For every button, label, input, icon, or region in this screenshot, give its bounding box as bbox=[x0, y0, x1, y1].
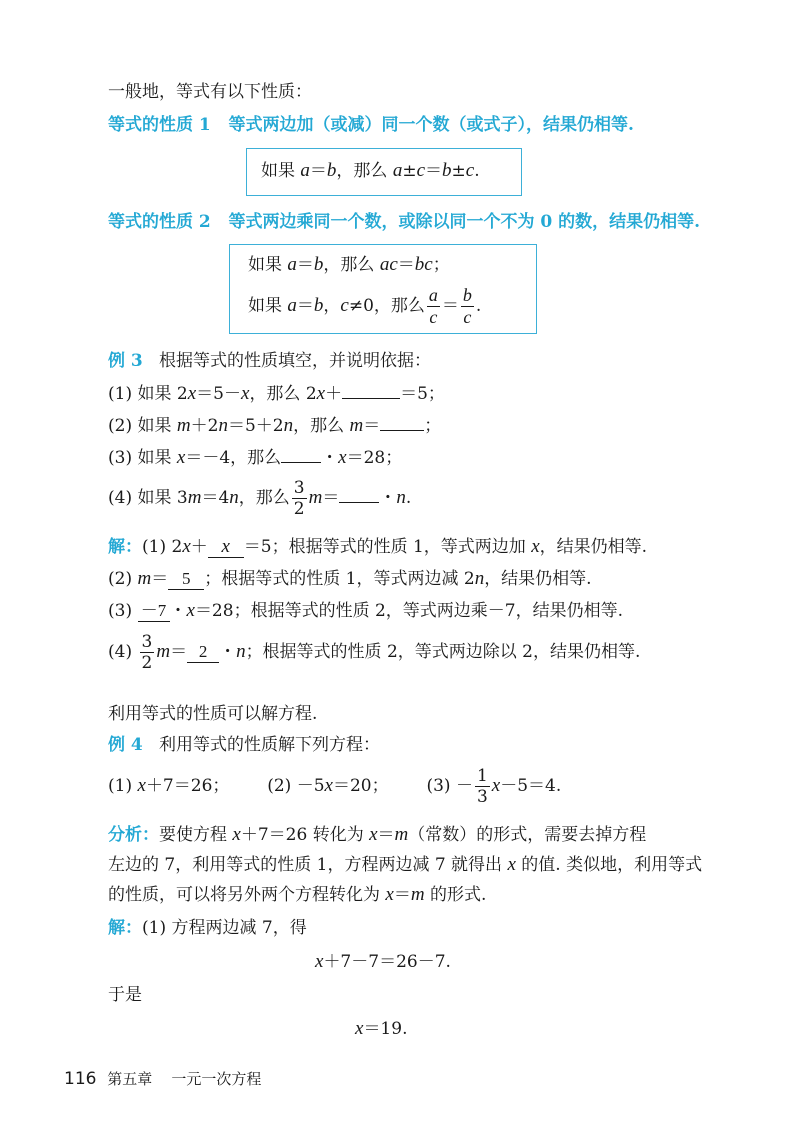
answer-blank: x bbox=[208, 537, 244, 558]
property-1-formula: 如果 a＝b，那么 a±c＝b±c. bbox=[261, 160, 480, 181]
fraction-b-over-c: $\frac{b}{c}$ bbox=[462, 285, 472, 327]
example-4-heading bbox=[108, 733, 380, 757]
answer-blank: 2 bbox=[187, 642, 219, 663]
fraction-1-over-3: $\frac{1}{3}$ bbox=[476, 766, 488, 807]
example-3-question-1: (1) 如果 2x＝5－x，那么 2x＋ ＝5； bbox=[108, 383, 445, 404]
example-3-solution-4: (4) $\frac{3}{2}$ m＝ 2 ・n；根据等式的性质 2，等式两边除以 2，结果仍相等. bbox=[108, 632, 641, 673]
property-2-formula-2: 如果 a＝b，c≠0，那么 $\frac{a}{c}$ ＝ $\frac{b}{c}$ . bbox=[248, 285, 482, 327]
blank bbox=[380, 430, 424, 431]
example-3-label: 例 3 bbox=[108, 351, 143, 371]
example-4-equation-2: x＝19. bbox=[355, 1018, 408, 1039]
answer-blank: 5 bbox=[168, 569, 204, 590]
example-4-solution-step: 解：(1) 方程两边减 7，得 bbox=[108, 918, 307, 938]
example-4-equations: (1) x＋7＝26； (2) －5x＝20； (3) － $\frac{1}{3}$ x－5＝4. bbox=[108, 766, 562, 807]
property-1-label: 等式的性质 1 bbox=[108, 115, 211, 135]
fraction-3-over-2: $\frac{3}{2}$ bbox=[293, 478, 305, 519]
fraction-a-over-c: $\frac{a}{c}$ bbox=[428, 285, 438, 327]
property-1-statement bbox=[108, 113, 634, 137]
example-3-solution-1: 解：(1) 2x＋ x ＝5；根据等式的性质 1，等式两边加 x，结果仍相等. bbox=[108, 536, 648, 557]
analysis-line-2: 左边的 7，利用等式的性质 1，方程两边减 7 就得出 x 的值. 类似地，利用等式 bbox=[108, 854, 703, 875]
transition-text: 利用等式的性质可以解方程. bbox=[108, 704, 318, 724]
example-3-question-3: (3) 如果 x＝－4，那么 ・x＝28； bbox=[108, 447, 403, 468]
analysis-line-1: 分析：要使方程 x＋7＝26 转化为 x＝m（常数）的形式，需要去掉方程 bbox=[108, 824, 647, 845]
example-4-then: 于是 bbox=[108, 985, 142, 1005]
example-3-heading bbox=[108, 349, 431, 373]
solution-label: 解： bbox=[108, 918, 142, 938]
blank bbox=[339, 502, 379, 503]
chapter-title: 一元一次方程 bbox=[171, 1070, 262, 1088]
property-2-text: 等式两边乘同一个数，或除以同一个不为 0 的数，结果仍相等. bbox=[228, 212, 701, 232]
example-4-title: 利用等式的性质解下列方程： bbox=[158, 735, 380, 755]
intro-text: 一般地，等式有以下性质： bbox=[108, 82, 312, 102]
property-2-box bbox=[229, 244, 537, 334]
example-3-solution-3: (3) －7 ・x＝28；根据等式的性质 2，等式两边乘－7，结果仍相等. bbox=[108, 600, 624, 621]
example-3-question-2: (2) 如果 m＋2n＝5＋2n，那么 m＝ ； bbox=[108, 415, 442, 436]
chapter-label: 第五章 bbox=[107, 1070, 153, 1088]
example-4-equation-1: x＋7－7＝26－7. bbox=[315, 951, 451, 972]
analysis-line-3: 的性质，可以将另外两个方程转化为 x＝m 的形式. bbox=[108, 884, 487, 905]
example-4-label: 例 4 bbox=[108, 735, 143, 755]
property-2-formula-1: 如果 a＝b，那么 ac＝bc； bbox=[248, 254, 450, 275]
property-2-label: 等式的性质 2 bbox=[108, 212, 211, 232]
page-footer bbox=[64, 1068, 261, 1089]
answer-blank: －7 bbox=[138, 601, 170, 622]
analysis-label: 分析： bbox=[108, 825, 159, 845]
example-3-solution-2: (2) m＝ 5 ；根据等式的性质 1，等式两边减 2n，结果仍相等. bbox=[108, 568, 592, 589]
property-2-statement bbox=[108, 210, 700, 234]
property-1-box bbox=[246, 148, 522, 196]
property-1-text: 等式两边加（或减）同一个数（或式子），结果仍相等. bbox=[228, 115, 634, 135]
blank bbox=[342, 398, 400, 399]
example-3-title: 根据等式的性质填空，并说明依据： bbox=[158, 351, 431, 371]
example-3-question-4: (4) 如果 3m＝4n，那么 $\frac{3}{2}$ m＝ ・n. bbox=[108, 478, 412, 519]
solution-label: 解： bbox=[108, 537, 142, 557]
blank bbox=[281, 462, 321, 463]
page-number: 116 bbox=[64, 1069, 97, 1089]
fraction-3-over-2: $\frac{3}{2}$ bbox=[141, 632, 153, 673]
